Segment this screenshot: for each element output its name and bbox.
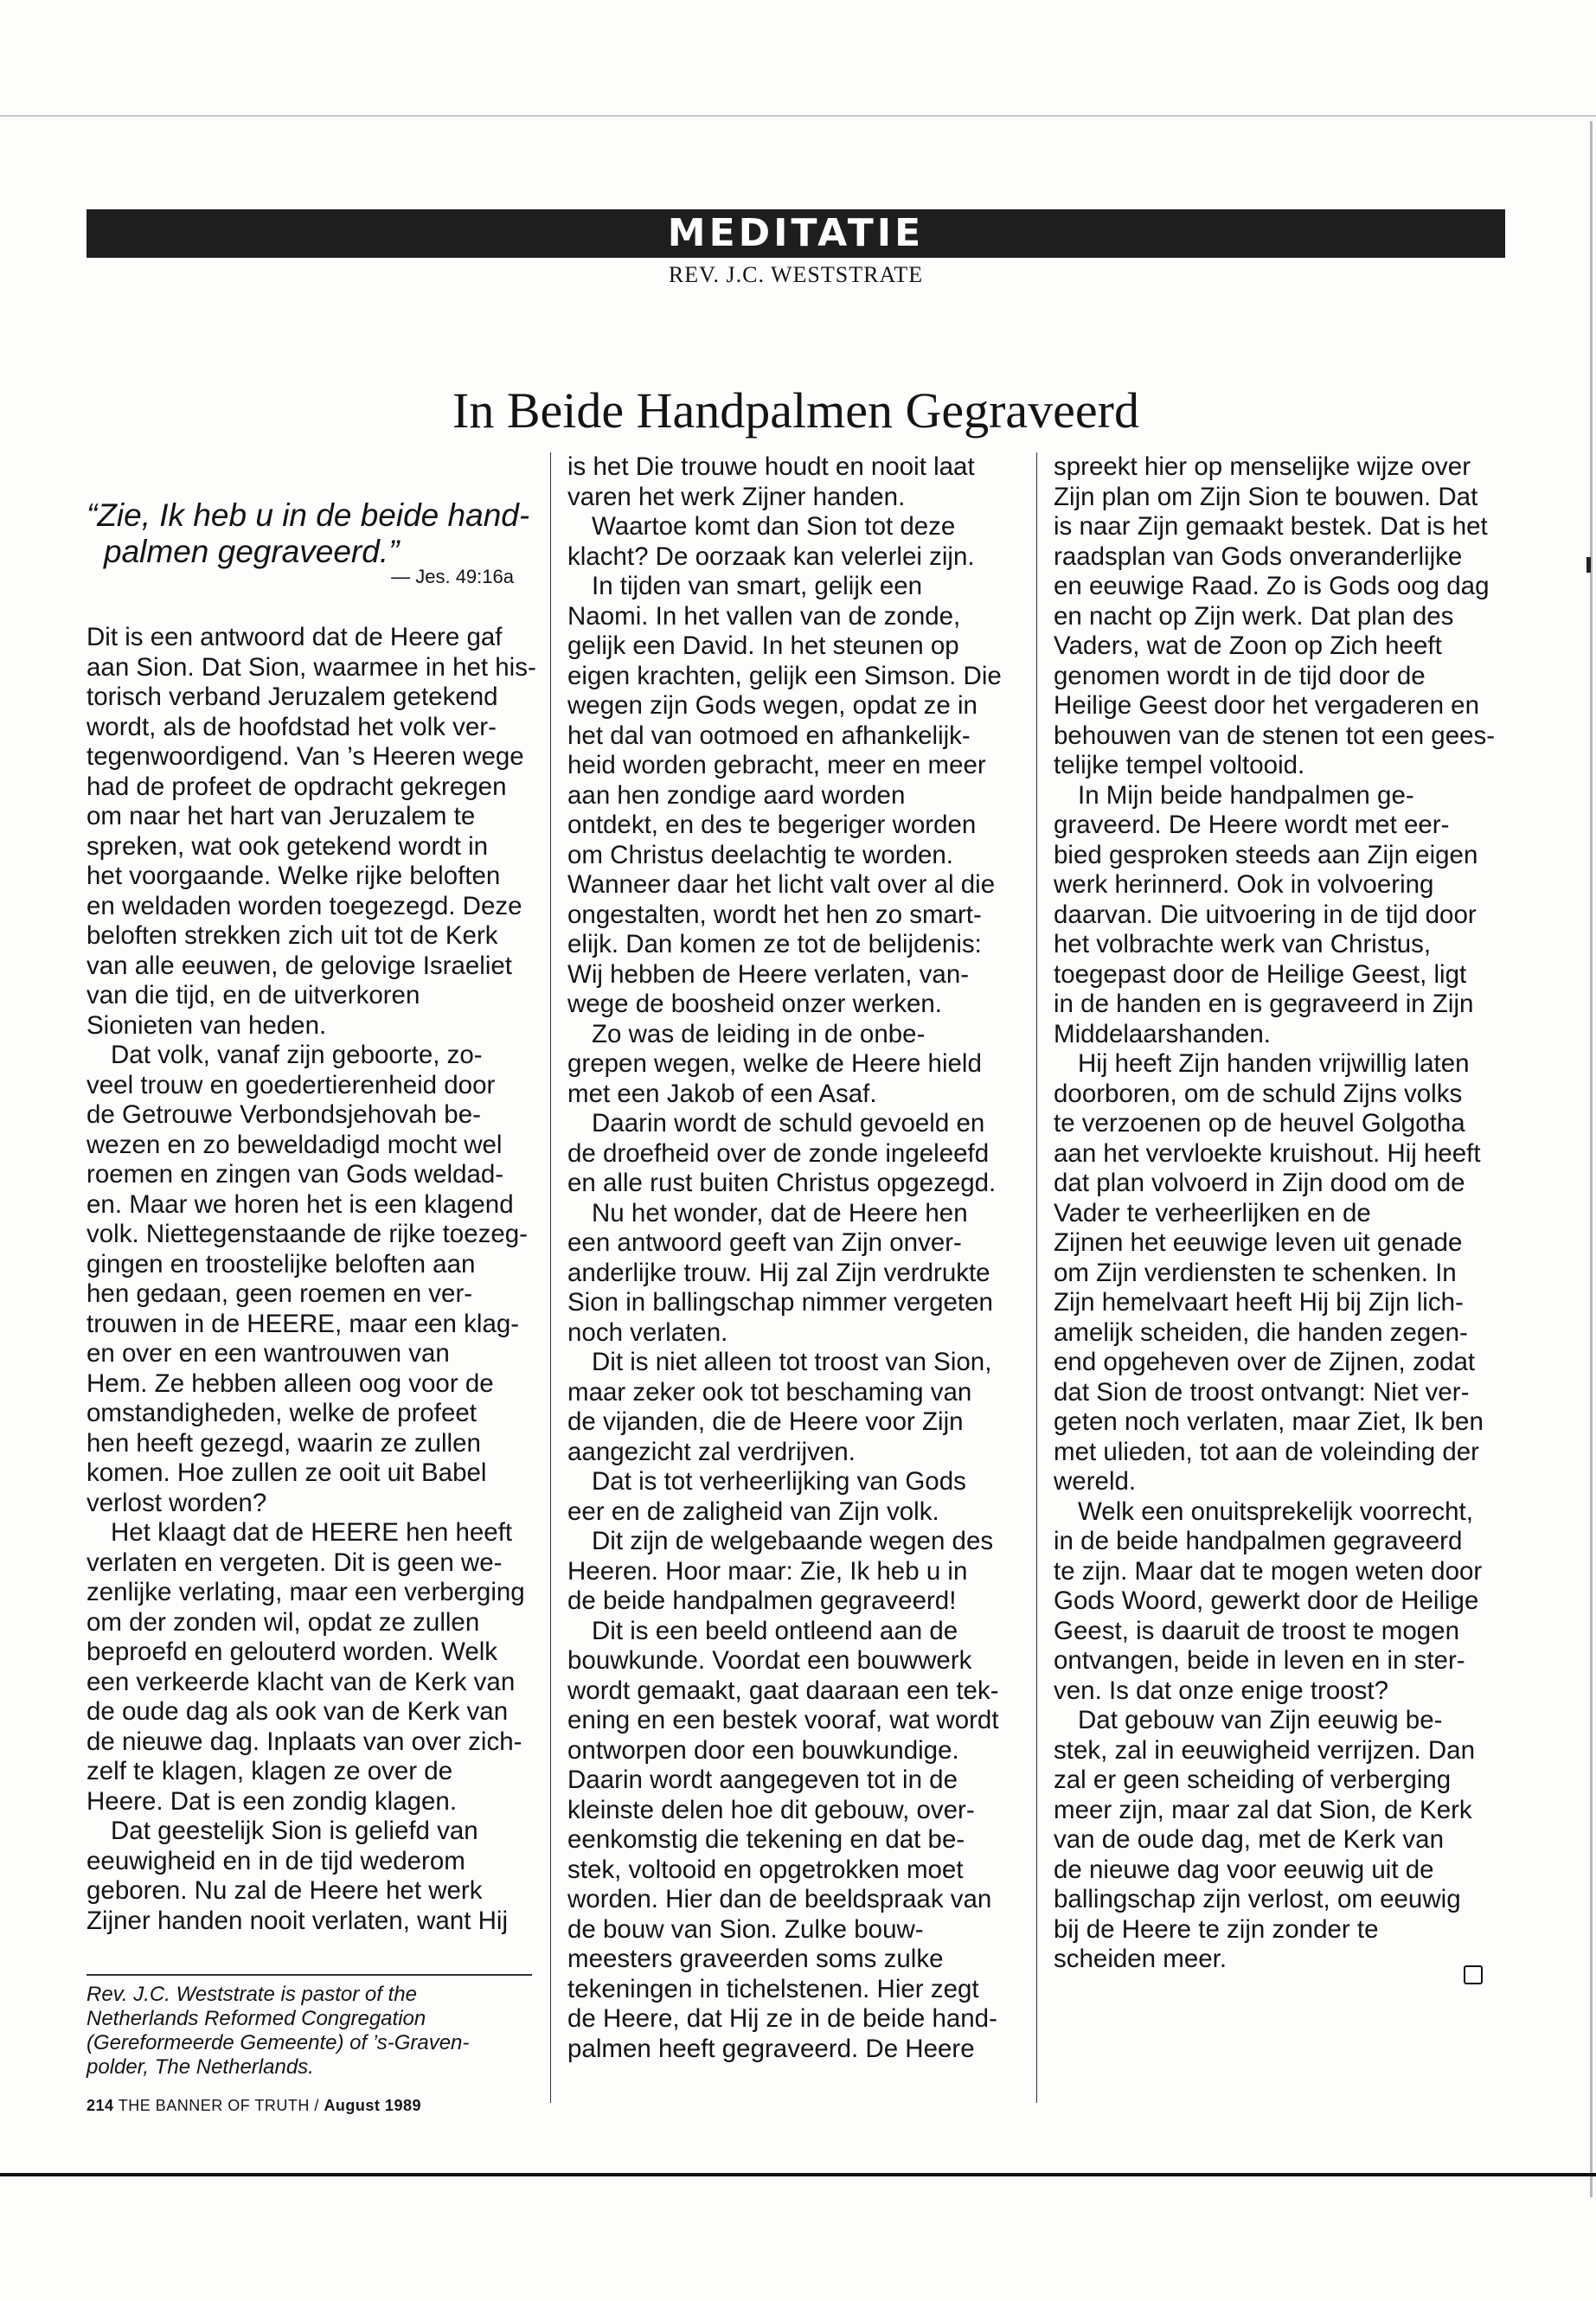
- text-line: doorboren, om de schuld Zijns volks: [1054, 1079, 1463, 1108]
- text-line: en over en een wantrouwen van: [87, 1339, 450, 1368]
- text-line: zal er geen scheiding of verberging: [1054, 1766, 1452, 1794]
- text-line: zelf te klagen, klagen ze over de: [87, 1757, 453, 1785]
- text-line: van alle eeuwen, de gelovige Israeliet: [87, 951, 512, 980]
- scan-edge-top: [0, 115, 1596, 117]
- text-line: omstandigheden, welke de profeet: [87, 1399, 477, 1427]
- text-line: stek, voltooid en opgetrokken moet: [567, 1855, 964, 1884]
- text-line: had de profeet de opdracht gekregen: [87, 772, 507, 801]
- epigraph-line: palmen gegraveerd.”: [104, 534, 400, 569]
- bio-line: Netherlands Reformed Congregation: [87, 2007, 426, 2030]
- text-line: toegepast door de Heilige Geest, ligt: [1054, 959, 1467, 989]
- text-line: behouwen van de stenen tot een gees-: [1054, 721, 1496, 750]
- text-line: beproefd en gelouterd worden. Welk: [87, 1638, 498, 1666]
- text-line: van die tijd, en de uitverkoren: [87, 981, 420, 1009]
- section-banner: MEDITATIE: [87, 209, 1505, 258]
- text-line: Waartoe komt dan Sion tot deze: [592, 512, 956, 541]
- text-line: Wanneer daar het licht valt over al die: [567, 870, 996, 899]
- text-line: het volbrachte werk van Christus,: [1054, 930, 1432, 958]
- text-line: de beide handpalmen gegraveerd!: [567, 1586, 957, 1615]
- text-line: van de oude dag, met de Kerk van: [1054, 1825, 1444, 1854]
- text-line: aangezicht zal verdrijven.: [567, 1437, 856, 1466]
- text-line: Dat gebouw van Zijn eeuwig be-: [1078, 1706, 1443, 1734]
- text-line: verlaten en vergeten. Dit is geen we-: [87, 1548, 503, 1577]
- bio-line: Rev. J.C. Weststrate is pastor of the: [87, 1983, 417, 2006]
- text-line: Zijnen het eeuwige leven uit genade: [1054, 1228, 1463, 1257]
- page-number: 214: [87, 2097, 114, 2114]
- text-line: maar zeker ook tot beschaming van: [567, 1377, 972, 1407]
- text-line: roemen en zingen van Gods weldad-: [87, 1160, 504, 1189]
- column-rule: [550, 452, 551, 2103]
- text-line: om Christus deelachtig te worden.: [567, 840, 954, 869]
- text-line: Dit is een antwoord dat de Heere gaf: [87, 623, 503, 651]
- text-line: ontworpen door een bouwkundige.: [567, 1735, 959, 1765]
- text-line: eigen krachten, gelijk een Simson. Die: [567, 661, 1002, 690]
- text-line: palmen heeft gegraveerd. De Heere: [567, 2034, 975, 2063]
- text-line: Vader te verheerlijken en de: [1054, 1198, 1371, 1227]
- text-line: Vaders, wat de Zoon op Zich heeft: [1054, 631, 1442, 660]
- text-line: anderlijke trouw. Hij zal Zijn verdrukte: [567, 1258, 990, 1287]
- text-line: In Mijn beide handpalmen ge-: [1078, 780, 1414, 810]
- scan-speck: [1586, 557, 1591, 573]
- text-line: de nieuwe dag. Inplaats van over zich-: [87, 1727, 522, 1756]
- text-line: Sion in ballingschap nimmer vergeten: [567, 1288, 993, 1317]
- text-line: werk herinnerd. Ook in volvoering: [1054, 870, 1434, 899]
- text-line: Middelaarshanden.: [1054, 1019, 1271, 1048]
- text-line: en alle rust buiten Christus opgezegd.: [567, 1169, 997, 1197]
- text-line: telijke tempel voltooid.: [1054, 751, 1305, 779]
- text-line: ongestalten, wordt het hen zo smart-: [567, 900, 982, 929]
- text-line: Daarin wordt aangegeven tot in de: [567, 1766, 958, 1794]
- text-line: geboren. Nu zal de Heere het werk: [87, 1876, 483, 1905]
- text-line: volk. Niettegenstaande de rijke toezeg-: [87, 1220, 528, 1248]
- text-line: de oude dag als ook van de Kerk van: [87, 1697, 509, 1726]
- text-line: klacht? De oorzaak kan velerlei zijn.: [567, 542, 975, 571]
- text-line: wordt gemaakt, gaat daaraan een tek-: [567, 1676, 999, 1705]
- text-line: daarvan. Die uitvoering in de tijd door: [1054, 900, 1477, 929]
- text-line: varen het werk Zijner handen.: [567, 482, 906, 511]
- text-line: om Zijn verdiensten te schenken. In: [1054, 1258, 1457, 1287]
- text-line: de droefheid over de zonde ingeleefd: [567, 1138, 990, 1168]
- text-line: om der zonden wil, opdat ze zullen: [87, 1607, 480, 1637]
- text-line: wege de boosheid onzer werken.: [567, 990, 942, 1018]
- text-line: Dat is tot verheerlijking van Gods: [592, 1467, 966, 1496]
- author-byline: REV. J.C. WESTSTRATE: [668, 262, 924, 287]
- text-line: graveerd. De Heere wordt met eer-: [1054, 811, 1450, 839]
- text-line: gingen en troostelijke beloften aan: [87, 1249, 476, 1279]
- text-line: Heilige Geest door het vergaderen en: [1054, 691, 1479, 720]
- text-line: genomen wordt in de tijd door de: [1054, 661, 1426, 690]
- text-line: Sionieten van heden.: [87, 1010, 327, 1040]
- text-line: en nacht op Zijn werk. Dat plan des: [1054, 601, 1454, 631]
- text-line: wegen zijn Gods wegen, opdat ze in: [567, 691, 977, 720]
- text-line: meesters graveerden soms zulke: [567, 1945, 944, 1973]
- epigraph-line: “Zie, Ik heb u in de beide hand-: [87, 497, 530, 533]
- text-line: meer zijn, maar zal dat Sion, de Kerk: [1054, 1795, 1472, 1824]
- article-column-3: [1054, 452, 1503, 1975]
- text-line: ontvangen, beide in leven en in ster-: [1054, 1646, 1465, 1675]
- text-line: Gods Woord, gewerkt door de Heilige: [1054, 1586, 1479, 1615]
- author-bio: [87, 1983, 532, 2080]
- text-line: scheiden meer.: [1054, 1945, 1227, 1973]
- text-line: het dal van ootmoed en afhankelijk-: [567, 721, 971, 750]
- text-line: Zijner handen nooit verlaten, want Hij: [87, 1906, 509, 1935]
- text-line: stek, zal in eeuwigheid verrijzen. Dan: [1054, 1735, 1475, 1765]
- text-line: en weldaden worden toegezegd. Deze: [87, 891, 522, 920]
- text-line: Dat volk, vanaf zijn geboorte, zo-: [111, 1041, 483, 1069]
- article-column-2: [567, 452, 1017, 2064]
- bio-line: polder, The Netherlands.: [87, 2055, 314, 2079]
- text-line: tegenwoordigend. Van ’s Heeren wege: [87, 742, 524, 771]
- issue-date: August 1989: [324, 2097, 421, 2114]
- text-line: ven. Is dat onze enige troost?: [1054, 1676, 1389, 1705]
- text-line: Dat geestelijk Sion is geliefd van: [111, 1817, 478, 1845]
- text-line: beloften strekken zich uit tot de Kerk: [87, 921, 498, 950]
- text-line: spreekt hier op menselijke wijze over: [1054, 452, 1471, 481]
- text-line: spreken, wat ook getekend wordt in: [87, 831, 489, 861]
- text-line: In tijden van smart, gelijk een: [592, 572, 923, 600]
- text-line: de bouw van Sion. Zulke bouw-: [567, 1914, 924, 1944]
- text-line: ontdekt, en des te begeriger worden: [567, 811, 977, 839]
- column-rule: [1036, 452, 1037, 2103]
- text-line: om naar het hart van Jeruzalem te: [87, 802, 476, 830]
- text-line: dat Sion de troost ontvangt: Niet ver-: [1054, 1377, 1470, 1407]
- text-line: aan hen zondige aard worden: [567, 780, 906, 810]
- bio-line: (Gereformeerde Gemeente) of ’s-Graven-: [87, 2031, 470, 2054]
- text-line: raadsplan van Gods onveranderlijke: [1054, 542, 1463, 571]
- text-line: is naar Zijn gemaakt bestek. Dat is het: [1054, 512, 1488, 541]
- text-line: trouwen in de HEERE, maar een klag-: [87, 1309, 520, 1338]
- text-line: is het Die trouwe houdt en nooit laat: [567, 452, 975, 481]
- text-line: grepen wegen, welke de Heere hield: [567, 1049, 982, 1078]
- text-line: een verkeerde klacht van de Kerk van: [87, 1667, 516, 1696]
- article-column-1: [87, 623, 536, 1936]
- text-line: veel trouw en goedertierenheid door: [87, 1070, 496, 1099]
- publication-name: THE BANNER OF TRUTH: [118, 2097, 310, 2114]
- text-line: Zijn hemelvaart heeft Hij bij Zijn lich-: [1054, 1288, 1464, 1317]
- text-line: elijk. Dan komen ze tot de belijdenis:: [567, 930, 982, 958]
- text-line: in de handen en is gegraveerd in Zijn: [1054, 990, 1474, 1018]
- text-line: bij de Heere te zijn zonder te: [1054, 1914, 1379, 1944]
- text-line: heid worden gebracht, meer en meer: [567, 751, 986, 779]
- article-title: In Beide Handpalmen Gegraveerd: [452, 382, 1139, 439]
- scan-edge-bottom: [0, 2173, 1596, 2176]
- text-line: Dit is een beeld ontleend aan de: [592, 1616, 958, 1645]
- scripture-reference: — Jes. 49:16a: [391, 566, 514, 587]
- text-line: Daarin wordt de schuld gevoeld en: [592, 1109, 985, 1138]
- text-line: te verzoenen op de heuvel Golgotha: [1054, 1109, 1465, 1138]
- text-line: geten noch verlaten, maar Ziet, Ik ben: [1054, 1407, 1484, 1436]
- text-line: Dit is niet alleen tot troost van Sion,: [592, 1348, 992, 1376]
- text-line: ballingschap zijn verlost, om eeuwig: [1054, 1885, 1461, 1913]
- text-line: end opgeheven over de Zijnen, zodat: [1054, 1348, 1476, 1376]
- text-line: dat plan volvoerd in Zijn dood om de: [1054, 1169, 1465, 1197]
- text-line: Welk een onuitsprekelijk voorrecht,: [1078, 1497, 1473, 1526]
- text-line: Zijn plan om Zijn Sion te bouwen. Dat: [1054, 482, 1478, 511]
- bio-rule: [87, 1974, 532, 1976]
- text-line: worden. Hier dan de beeldspraak van: [567, 1885, 992, 1913]
- text-line: kleinste delen hoe dit gebouw, over-: [567, 1795, 975, 1824]
- text-line: en. Maar we horen het is een klagend: [87, 1189, 514, 1219]
- text-line: Heere. Dat is een zondig klagen.: [87, 1786, 458, 1816]
- page-footer: 214 THE BANNER OF TRUTH / August 1989: [87, 2097, 421, 2114]
- text-line: eenkomstig die tekening en dat be-: [567, 1825, 965, 1854]
- text-line: het voorgaande. Welke rijke beloften: [87, 862, 501, 890]
- text-line: met een Jakob of een Asaf.: [567, 1079, 877, 1108]
- epigraph: [87, 497, 532, 570]
- text-line: Heeren. Hoor maar: Zie, Ik heb u in: [567, 1556, 968, 1586]
- text-line: Het klaagt dat de HEERE hen heeft: [111, 1518, 513, 1547]
- text-line: Hem. Ze hebben alleen oog voor de: [87, 1368, 494, 1398]
- text-line: eeuwigheid en in de tijd wederom: [87, 1846, 465, 1875]
- text-line: de vijanden, die de Heere voor Zijn: [567, 1407, 964, 1436]
- text-line: amelijk scheiden, die handen zegen-: [1054, 1317, 1468, 1347]
- text-line: hen gedaan, geen roemen en ver-: [87, 1279, 473, 1308]
- text-line: hen heeft gezegd, waarin ze zullen: [87, 1428, 481, 1458]
- text-line: te zijn. Maar dat te mogen weten door: [1054, 1556, 1483, 1586]
- text-line: wezen en zo beweldadigd mocht wel: [87, 1130, 503, 1159]
- end-mark-icon: [1464, 1965, 1483, 1984]
- text-line: noch verlaten.: [567, 1317, 728, 1347]
- text-line: met ulieden, tot aan de voleinding der: [1054, 1437, 1480, 1466]
- text-line: aan Sion. Dat Sion, waarmee in het his-: [87, 652, 536, 682]
- text-line: Nu het wonder, dat de Heere hen: [592, 1198, 968, 1227]
- text-line: Hij heeft Zijn handen vrijwillig laten: [1078, 1049, 1470, 1078]
- text-line: zenlijke verlating, maar een verberging: [87, 1578, 525, 1606]
- text-line: Dit zijn de welgebaande wegen des: [592, 1527, 994, 1555]
- text-line: de Heere, dat Hij ze in de beide hand-: [567, 2004, 997, 2033]
- text-line: aan het vervloekte kruishout. Hij heeft: [1054, 1138, 1481, 1168]
- text-line: gelijk een David. In het steunen op: [567, 631, 959, 660]
- text-line: Wij hebben de Heere verlaten, van-: [567, 959, 970, 989]
- text-line: en eeuwige Raad. Zo is Gods oog dag: [1054, 572, 1490, 600]
- text-line: verlost worden?: [87, 1488, 267, 1517]
- text-line: een antwoord geeft van Zijn onver-: [567, 1228, 962, 1257]
- text-line: ening en een bestek vooraf, wat wordt: [567, 1706, 999, 1734]
- text-line: bied gesproken steeds aan Zijn eigen: [1054, 840, 1478, 869]
- text-line: tekeningen in tichelstenen. Hier zegt: [567, 1974, 979, 2003]
- text-line: de nieuwe dag voor eeuwig uit de: [1054, 1855, 1434, 1884]
- scan-edge-right: [1590, 121, 1593, 2197]
- text-line: in de beide handpalmen gegraveerd: [1054, 1527, 1463, 1555]
- text-line: eer en de zaligheid van Zijn volk.: [567, 1497, 939, 1526]
- text-line: Naomi. In het vallen van de zonde,: [567, 601, 961, 631]
- text-line: komen. Hoe zullen ze ooit uit Babel: [87, 1458, 487, 1487]
- text-line: wordt, als de hoofdstad het volk ver-: [87, 712, 497, 741]
- text-line: de Getrouwe Verbondsjehovah be-: [87, 1100, 481, 1129]
- text-line: Geest, is daaruit de troost te mogen: [1054, 1616, 1459, 1645]
- text-line: Zo was de leiding in de onbe-: [592, 1019, 926, 1048]
- text-line: wereld.: [1054, 1467, 1137, 1496]
- text-line: bouwkunde. Voordat een bouwwerk: [567, 1646, 972, 1675]
- text-line: torisch verband Jeruzalem getekend: [87, 683, 498, 711]
